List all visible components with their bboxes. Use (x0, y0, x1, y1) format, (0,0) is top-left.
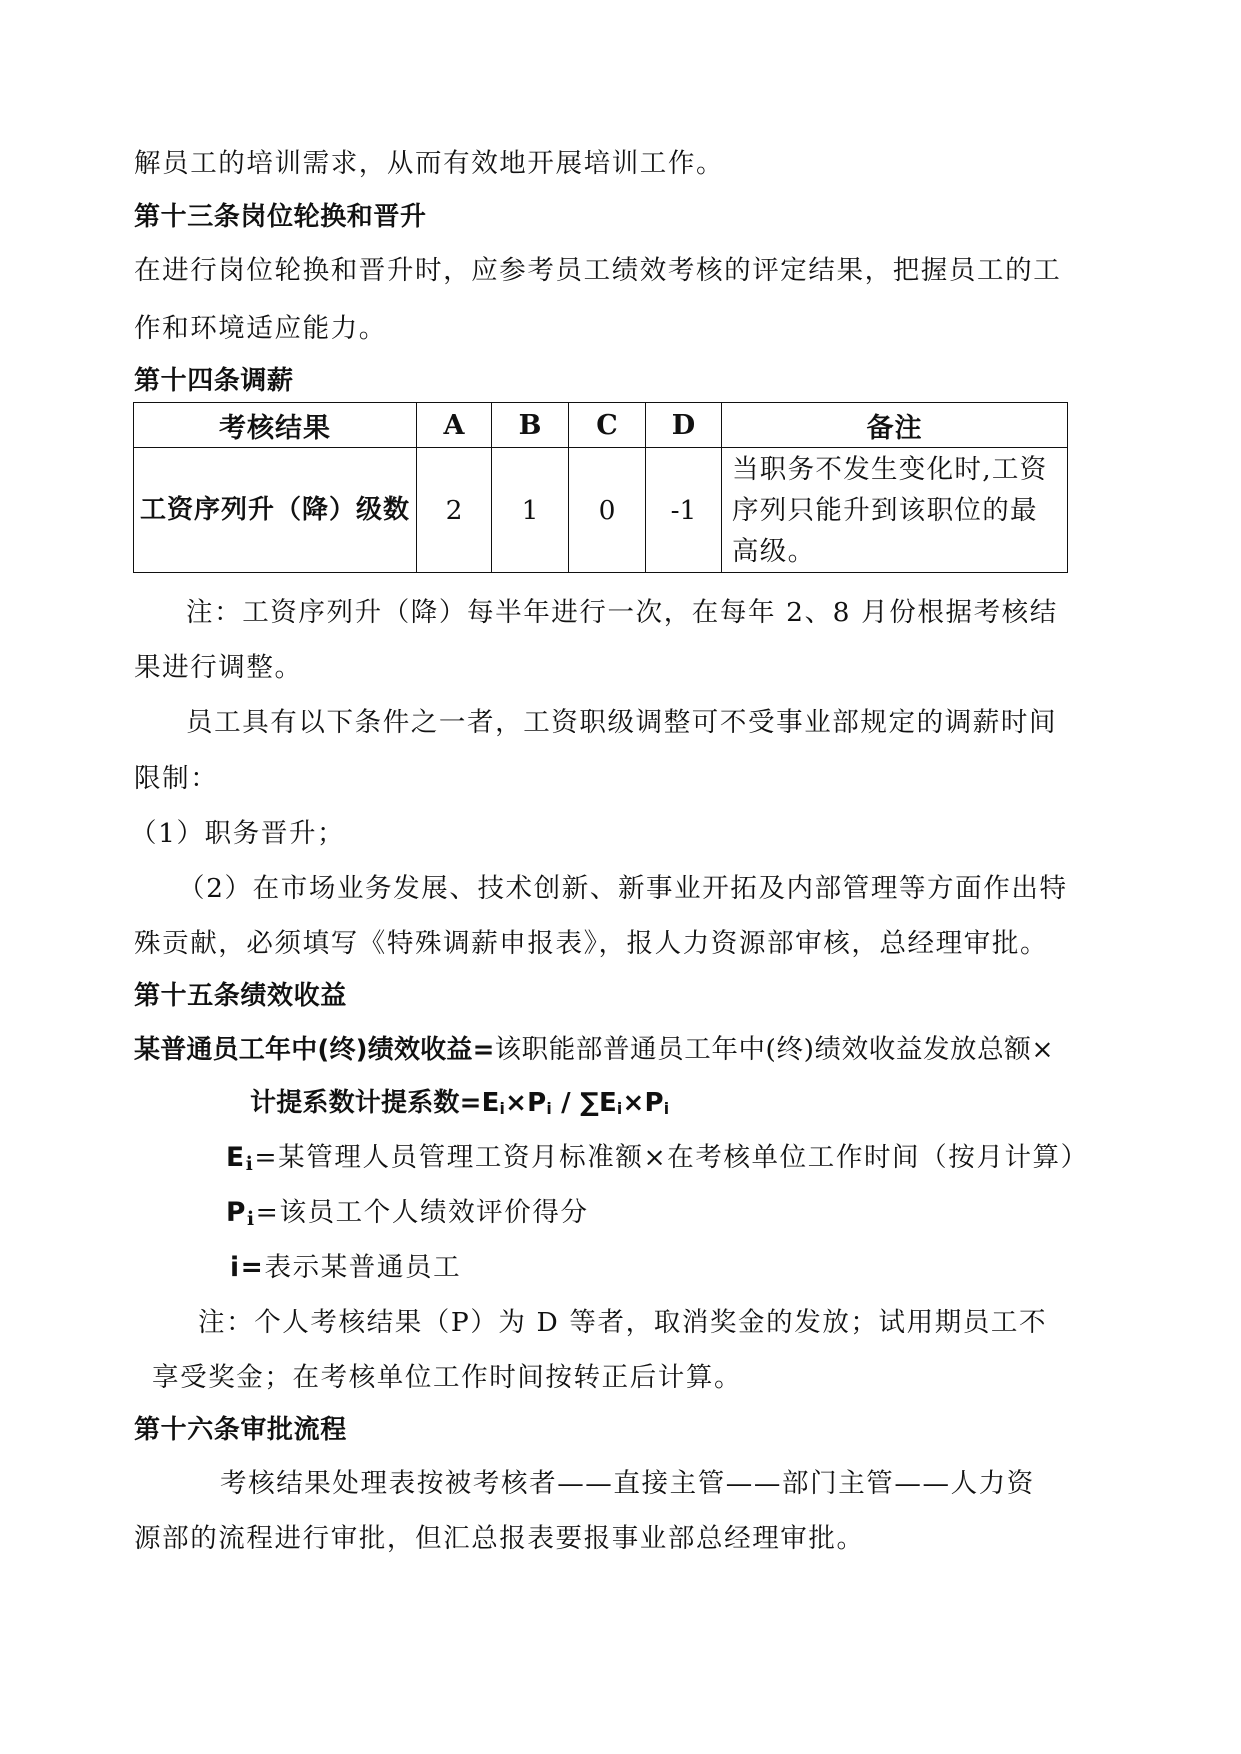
value-d: -1 (646, 448, 722, 573)
salary-adjustment-table (133, 402, 1068, 573)
header-b: B (492, 403, 569, 448)
header-result: 考核结果 (134, 403, 417, 448)
value-c: 0 (569, 448, 646, 573)
article-13-text-line-1: 在进行岗位轮换和晋升时，应参考员工绩效考核的评定结果，把握员工的工 (134, 255, 1062, 286)
continuation-text: 解员工的培训需求，从而有效地开展培训工作。 (134, 148, 725, 179)
table-header-row (134, 403, 1068, 448)
value-b: 1 (492, 448, 569, 573)
article-13-text-line-2: 作和环境适应能力。 (134, 313, 387, 344)
value-a: 2 (417, 448, 492, 573)
article-15-title: 第十五条绩效收益 (134, 981, 347, 1011)
bonus-formula-expression: 该职能部普通员工年中(终)绩效收益发放总额× (494, 1034, 1055, 1065)
condition-paragraph-line-1: 员工具有以下条件之一者，工资职级调整可不受事业部规定的调薪时间 (186, 707, 1058, 738)
definition-i: i=表示某普通员工 (230, 1252, 462, 1283)
note-2-line-2: 享受奖金；在考核单位工作时间按转正后计算。 (152, 1362, 743, 1393)
article-13-title: 第十三条岗位轮换和晋升 (134, 202, 427, 232)
condition-paragraph-line-2: 限制： (134, 763, 219, 794)
definition-e: Ei=某管理人员管理工资月标准额×在考核单位工作时间（按月计算） (226, 1142, 1089, 1175)
article-16-text-line-1: 考核结果处理表按被考核者——直接主管——部门主管——人力资 (220, 1468, 1035, 1499)
bonus-formula-label: 某普通员工年中(终)绩效收益= (134, 1035, 495, 1065)
definition-p: Pi=该员工个人绩效评价得分 (226, 1197, 589, 1230)
header-c: C (569, 403, 646, 448)
note-1-line-2: 果进行调整。 (134, 652, 303, 683)
row-label: 工资序列升（降）级数 (134, 448, 417, 573)
article-16-title: 第十六条审批流程 (134, 1415, 347, 1445)
condition-item-2-line-2: 殊贡献，必须填写《特殊调薪申报表》，报人力资源部审核，总经理审批。 (134, 928, 1049, 959)
table-row (134, 448, 1068, 573)
condition-item-1: （1）职务晋升； (130, 818, 346, 849)
condition-item-2-line-1: （2）在市场业务发展、技术创新、新事业开拓及内部管理等方面作出特 (178, 873, 1068, 904)
header-d: D (646, 403, 722, 448)
article-16-text-line-2: 源部的流程进行审批，但汇总报表要报事业部总经理审批。 (134, 1523, 865, 1554)
header-remark: 备注 (722, 403, 1068, 448)
note-1-line-1: 注：工资序列升（降）每半年进行一次，在每年 2、8 月份根据考核结 (186, 597, 1058, 628)
remark-cell: 当职务不发生变化时,工资序列只能升到该职位的最高级。 (722, 448, 1068, 573)
header-a: A (417, 403, 492, 448)
article-14-title: 第十四条调薪 (134, 366, 294, 396)
bonus-formula-line-1 (134, 1033, 1054, 1067)
bonus-formula-line-2: 计提系数计提系数$=E_i\times P_i / \sum E_i\times P_i$ (250, 1088, 670, 1118)
note-2-line-1: 注：个人考核结果（P）为 D 等者，取消奖金的发放；试用期员工不 (198, 1307, 1048, 1338)
